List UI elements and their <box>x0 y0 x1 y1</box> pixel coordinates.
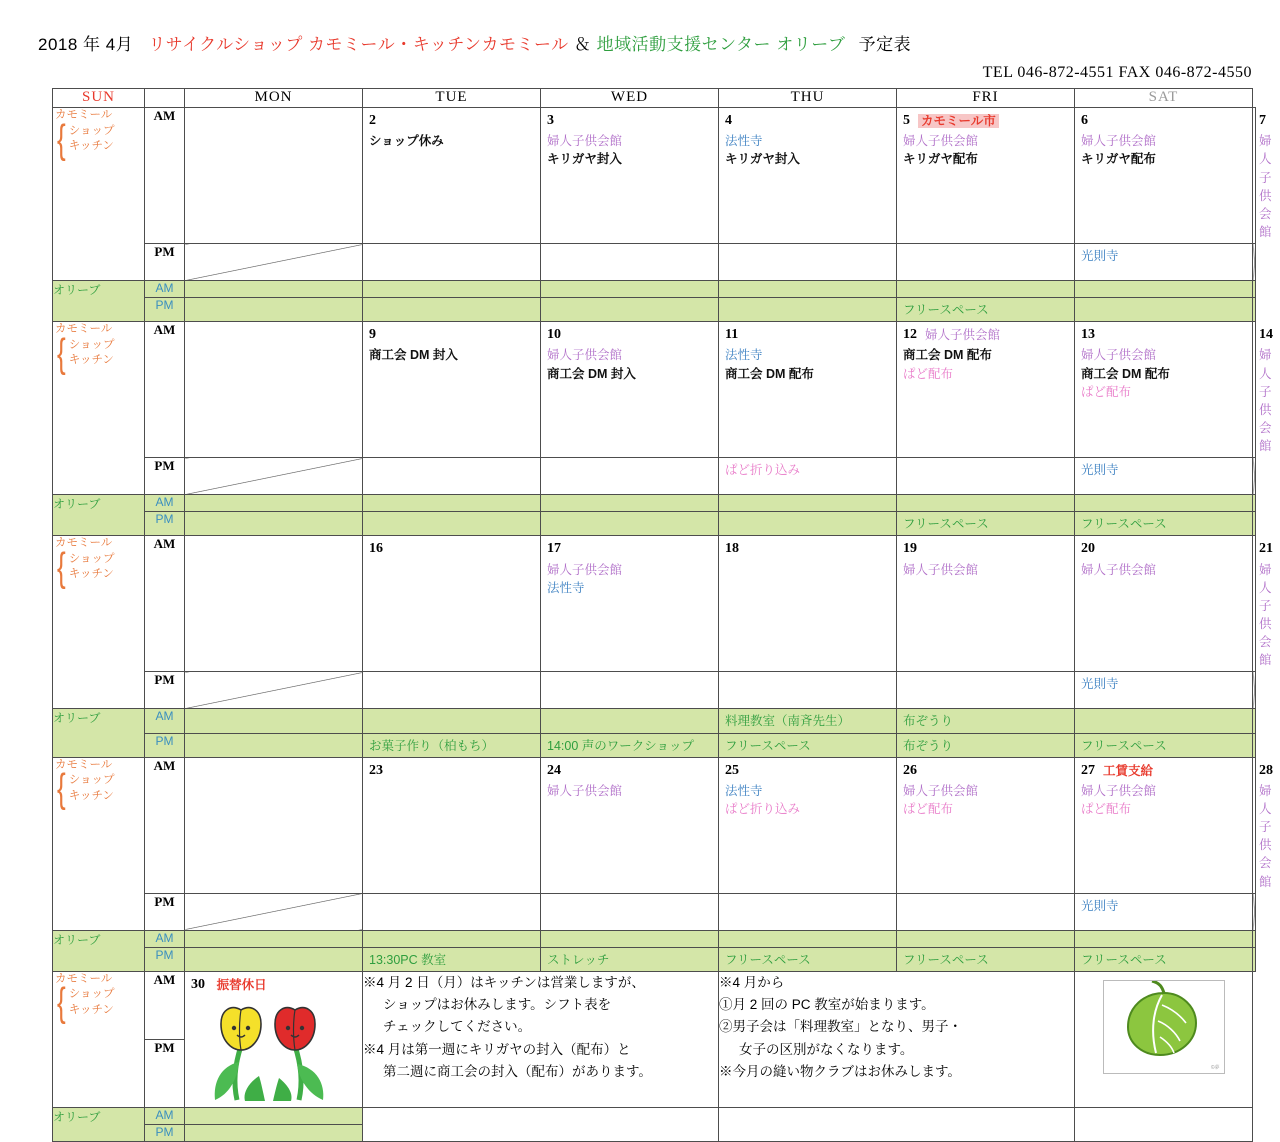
day-cell-pm[interactable] <box>897 672 1075 709</box>
day-cell[interactable] <box>897 536 1075 672</box>
event-text: 婦人子供会館 <box>547 562 623 577</box>
olive-ampm-pm-2: PM <box>145 733 185 757</box>
day-cell-pm[interactable] <box>897 893 1075 930</box>
day-badge: カモミール市 <box>918 114 999 128</box>
day-number: 10 <box>547 327 561 343</box>
dow-sun: SUN <box>53 89 145 108</box>
day-number: 14 <box>1259 327 1273 343</box>
ampm-pm-last: PM <box>145 1039 185 1107</box>
event-text: フリースペース <box>1081 517 1167 532</box>
event-text: 婦人子供会館 <box>1081 348 1157 363</box>
ampm-pm-3: PM <box>145 893 185 930</box>
event-text: ストレッチ <box>547 952 610 967</box>
olive-cell-am[interactable] <box>1253 281 1256 298</box>
label-kamomile-line3: キッチン <box>68 140 114 153</box>
day-cell[interactable] <box>185 108 363 244</box>
olive-ampm-pm-3: PM <box>145 947 185 971</box>
day-cell[interactable] <box>363 757 541 893</box>
day-cell-pm[interactable] <box>541 458 719 495</box>
event-text: ショップ休み <box>369 134 444 149</box>
olive-cell-am[interactable] <box>719 281 897 298</box>
event-text: 布ぞうり <box>903 738 954 753</box>
label-kamomile-line1: カモミール <box>55 758 113 771</box>
dow-blank <box>145 89 185 108</box>
title-shop-name: リサイクルショップ カモミール・キッチンカモミール <box>148 35 569 54</box>
label-kamomile-line1: カモミール <box>55 537 113 550</box>
day-number: 27 <box>1081 762 1095 778</box>
label-olive-0: オリーブ <box>53 281 145 322</box>
label-kamomile-line1: カモミール <box>55 109 113 121</box>
event-text: 光則寺 <box>1081 898 1119 913</box>
label-kamomile-line3: キッチン <box>68 1003 114 1016</box>
ampm-am-last: AM <box>145 971 185 1039</box>
day-number: 9 <box>369 327 376 343</box>
event-text: 婦人子供会館 <box>1081 134 1157 149</box>
olive-cell-am[interactable] <box>363 709 541 733</box>
day-cell[interactable]: 28 婦人子供会館 <box>1253 757 1256 893</box>
day-cell-pm[interactable] <box>897 244 1075 281</box>
week-3-olive-am-row <box>53 930 1256 947</box>
olive-cell-pm[interactable] <box>1075 947 1253 971</box>
day-cell-pm[interactable] <box>185 893 363 930</box>
day-cell-pm[interactable] <box>1075 893 1253 930</box>
day-number: 21 <box>1259 541 1273 557</box>
olive-ampm-am-last: AM <box>145 1108 185 1125</box>
event-text: フリースペース <box>903 517 989 532</box>
day-cell[interactable] <box>719 757 897 893</box>
day-number: 28 <box>1259 762 1273 778</box>
label-kamomile-1 <box>53 322 145 495</box>
ampm-am-2: AM <box>145 536 185 672</box>
note-left-2: ショップはお休みします。シフト表を <box>383 997 612 1013</box>
event-text: キリガヤ配布 <box>1081 152 1156 167</box>
event-text: ぱど折り込み <box>725 463 801 478</box>
last-day-cell <box>185 971 363 1107</box>
olive-cell-pm[interactable] <box>719 733 897 757</box>
ampm-pm-0: PM <box>145 244 185 281</box>
olive-ampm-pm-1: PM <box>145 512 185 536</box>
olive-cell-pm[interactable] <box>1253 512 1256 536</box>
day-cell-pm[interactable] <box>363 458 541 495</box>
day-cell-pm[interactable] <box>719 458 897 495</box>
label-kamomile-3 <box>53 757 145 930</box>
day-number: 6 <box>1081 113 1088 128</box>
day-inline-note: 工賃支給 <box>1103 763 1154 778</box>
olive-cell-pm[interactable] <box>363 947 541 971</box>
event-text: 法性寺 <box>725 783 763 798</box>
day-cell[interactable]: 21 婦人子供会館 <box>1253 536 1256 672</box>
event-text: 商工会 DM 配布 <box>725 366 814 381</box>
olive-ampm-am-0: AM <box>145 281 185 298</box>
olive-cell-am[interactable] <box>719 495 897 512</box>
event-text: キリガヤ封入 <box>725 152 800 167</box>
week-1-olive-am-row <box>53 495 1256 512</box>
last-week-olive-am-row <box>53 1108 1256 1125</box>
day-number: 12 <box>903 327 917 343</box>
week-3-olive-pm-row <box>53 947 1256 971</box>
day-cell[interactable] <box>719 322 897 458</box>
calendar-table <box>52 88 1273 1142</box>
day-number: 19 <box>903 541 917 557</box>
leaf-cell <box>1075 971 1253 1107</box>
day-cell-pm[interactable] <box>719 244 897 281</box>
olive-cell-pm[interactable] <box>719 947 897 971</box>
label-olive-3: オリーブ <box>53 930 145 971</box>
event-text: 14:00 声のワークショップ <box>547 738 695 753</box>
day-number: 20 <box>1081 541 1095 557</box>
week-0-olive-am-row <box>53 281 1256 298</box>
day-cell-pm[interactable] <box>541 672 719 709</box>
day-number-30: 30 <box>191 976 205 992</box>
day-cell-pm[interactable] <box>363 672 541 709</box>
week-2-olive-am-row <box>53 709 1256 733</box>
day-cell-pm[interactable] <box>1075 244 1253 281</box>
event-text: フリースペース <box>1081 952 1167 967</box>
day-cell[interactable] <box>541 322 719 458</box>
olive-cell-am[interactable] <box>1253 930 1256 947</box>
label-kamomile-0 <box>53 108 145 281</box>
day-cell[interactable] <box>1075 536 1253 672</box>
day-cell-pm[interactable] <box>1253 244 1256 281</box>
olive-cell-pm[interactable] <box>897 298 1075 322</box>
brace-icon: { <box>57 978 66 1026</box>
note-right-4: 女子の区別がなくなります。 <box>739 1041 914 1057</box>
olive-ampm-am-3: AM <box>145 930 185 947</box>
day-cell-pm[interactable] <box>541 893 719 930</box>
event-text: キリガヤ封入 <box>547 152 622 167</box>
week-2-kamomile-am-row <box>53 536 1256 672</box>
day-cell-pm[interactable] <box>185 458 363 495</box>
day-cell-pm[interactable] <box>185 244 363 281</box>
olive-ampm-pm-last: PM <box>145 1125 185 1142</box>
label-kamomile-line3: キッチン <box>68 789 114 802</box>
event-text: 商工会 DM 配布 <box>903 348 992 363</box>
note-left-1: ※4 月 2 日（月）はキッチンは営業しますが、 <box>363 974 645 990</box>
title-schedule-word: 予定表 <box>858 35 912 54</box>
label-kamomile-line1: カモミール <box>55 323 113 336</box>
day-cell[interactable] <box>363 536 541 672</box>
label-kamomile-line1: カモミール <box>55 972 113 985</box>
olive-cell-pm[interactable] <box>185 733 363 757</box>
day-cell[interactable] <box>541 536 719 672</box>
note-left-3: チェックしてください。 <box>383 1019 532 1035</box>
event-text: 婦人子供会館 <box>547 134 623 149</box>
olive-cell-pm[interactable] <box>185 512 363 536</box>
note-right-5: ※今月の縫い物クラブはお休みします。 <box>719 1063 961 1079</box>
day-number: 24 <box>547 762 561 778</box>
event-text: 婦人子供会館 <box>547 348 623 363</box>
brace-icon: { <box>57 329 66 376</box>
day-cell[interactable] <box>541 757 719 893</box>
ampm-am-1: AM <box>145 322 185 458</box>
event-text: 光則寺 <box>1081 677 1119 692</box>
olive-leaf-illustration <box>1103 980 1225 1074</box>
olive-cell-am[interactable] <box>897 709 1075 733</box>
event-text: 光則寺 <box>1081 463 1119 478</box>
title-year-month: 2018 年 4月 <box>38 35 134 54</box>
day-number: 25 <box>725 762 739 778</box>
olive-cell-pm[interactable] <box>897 947 1075 971</box>
day-cell[interactable] <box>1075 322 1253 458</box>
event-text: 商工会 DM 配布 <box>1081 366 1170 381</box>
event-text: フリースペース <box>903 303 989 318</box>
day-cell[interactable] <box>185 757 363 893</box>
olive-last-notes-right-spacer <box>719 1108 1075 1142</box>
note-right-3: ②男子会は「料理教室」となり、男子・ <box>719 1019 962 1035</box>
week-0-olive-pm-row <box>53 298 1256 322</box>
olive-last-pm-cell <box>185 1125 363 1142</box>
day-cell-pm[interactable] <box>541 244 719 281</box>
olive-cell-am[interactable] <box>185 281 363 298</box>
olive-cell-pm[interactable] <box>541 733 719 757</box>
day-inline-note: 婦人子供会館 <box>925 328 1001 343</box>
olive-cell-am[interactable] <box>541 495 719 512</box>
olive-cell-pm[interactable] <box>541 298 719 322</box>
olive-cell-pm[interactable] <box>719 512 897 536</box>
olive-ampm-pm-0: PM <box>145 298 185 322</box>
day-number: 5 <box>903 113 910 128</box>
olive-cell-am[interactable] <box>363 281 541 298</box>
day-number: 4 <box>725 113 732 128</box>
day-number: 17 <box>547 541 561 557</box>
event-text: 婦人子供会館 <box>903 783 979 798</box>
day-number: 11 <box>725 327 739 343</box>
olive-cell-pm[interactable] <box>363 733 541 757</box>
day-cell[interactable] <box>1075 108 1253 244</box>
event-text: フリースペース <box>1081 738 1167 753</box>
olive-last-notes-left-spacer <box>363 1108 719 1142</box>
olive-cell-am[interactable] <box>897 495 1075 512</box>
event-text: ぱど配布 <box>1081 802 1132 817</box>
day-cell-pm[interactable] <box>1075 672 1253 709</box>
brace-icon: { <box>57 764 66 812</box>
day-cell-pm[interactable] <box>1253 458 1256 495</box>
label-kamomile-line2: ショップ <box>68 338 115 351</box>
olive-cell-pm[interactable] <box>719 298 897 322</box>
event-text: 婦人子供会館 <box>903 562 979 577</box>
day-cell[interactable] <box>363 108 541 244</box>
event-text: 光則寺 <box>1081 249 1119 264</box>
event-text: 法性寺 <box>725 348 763 363</box>
note-left-5: 第二週に商工会の封入（配布）があります。 <box>383 1063 652 1079</box>
olive-last-leaf-spacer <box>1075 1108 1253 1142</box>
olive-cell-am[interactable] <box>897 281 1075 298</box>
label-kamomile-last <box>53 971 145 1107</box>
event-text: 法性寺 <box>725 134 763 149</box>
day-cell-pm[interactable] <box>719 672 897 709</box>
day-cell[interactable] <box>185 536 363 672</box>
dow-wed: WED <box>541 89 719 108</box>
header-row <box>53 89 1256 108</box>
olive-cell-am[interactable] <box>897 930 1075 947</box>
olive-cell-pm[interactable] <box>1075 512 1253 536</box>
olive-cell-pm[interactable] <box>363 512 541 536</box>
day-cell[interactable] <box>1075 757 1253 893</box>
olive-cell-pm[interactable] <box>185 947 363 971</box>
day-cell-pm[interactable] <box>363 893 541 930</box>
olive-cell-am[interactable] <box>1075 495 1253 512</box>
olive-cell-pm[interactable] <box>1253 733 1256 757</box>
olive-cell-pm[interactable] <box>363 298 541 322</box>
olive-ampm-am-1: AM <box>145 495 185 512</box>
label-kamomile-line3: キッチン <box>68 354 114 367</box>
day-cell[interactable] <box>897 757 1075 893</box>
week-0-kamomile-pm-row <box>53 244 1256 281</box>
olive-cell-am[interactable] <box>719 709 897 733</box>
brace-icon: { <box>57 543 66 590</box>
day-cell[interactable] <box>719 108 897 244</box>
olive-cell-pm[interactable] <box>897 733 1075 757</box>
notes-right <box>719 971 1075 1107</box>
event-text: 料理教室（南斉先生） <box>725 714 851 729</box>
day-cell-pm[interactable] <box>1253 672 1256 709</box>
week-0-kamomile-am-row <box>53 108 1256 244</box>
day-cell-pm[interactable] <box>897 458 1075 495</box>
event-text: フリースペース <box>725 738 811 753</box>
day-cell[interactable] <box>185 322 363 458</box>
label-kamomile-line2: ショップ <box>68 124 115 137</box>
title-ampersand: ＆ <box>573 35 592 54</box>
event-text: 法性寺 <box>547 580 585 595</box>
day-number: 7 <box>1259 113 1266 128</box>
day-number: 23 <box>369 762 383 778</box>
dow-sat: SAT <box>1075 89 1253 108</box>
olive-cell-pm[interactable] <box>1075 298 1253 322</box>
last-week-kamomile-am-row <box>53 971 1256 1039</box>
day-cell[interactable]: 7 婦人子供会館 <box>1253 108 1256 244</box>
day-cell[interactable] <box>897 322 1075 458</box>
note-right-1: ※4 月から <box>719 974 785 990</box>
olive-cell-am[interactable] <box>185 930 363 947</box>
label-kamomile-line2: ショップ <box>68 552 115 565</box>
olive-last-am-cell <box>185 1108 363 1125</box>
event-text: ぱど配布 <box>1081 384 1132 399</box>
notes-left <box>363 971 719 1107</box>
olive-cell-pm[interactable] <box>541 512 719 536</box>
event-text: 婦人子供会館 <box>1081 562 1157 577</box>
week-2-kamomile-pm-row <box>53 672 1256 709</box>
label-kamomile-2 <box>53 536 145 709</box>
week-1-kamomile-pm-row <box>53 458 1256 495</box>
olive-cell-am[interactable] <box>1075 281 1253 298</box>
dow-fri: FRI <box>897 89 1075 108</box>
event-text: 婦人子供会館 <box>903 134 979 149</box>
olive-cell-am[interactable] <box>719 930 897 947</box>
image-credit: ©夢 <box>1210 1064 1220 1071</box>
olive-cell-pm[interactable] <box>897 512 1075 536</box>
tulip-illustration <box>199 1002 349 1107</box>
label-olive-last: オリーブ <box>53 1108 145 1142</box>
dow-tue: TUE <box>363 89 541 108</box>
day-number: 26 <box>903 762 917 778</box>
day-cell[interactable] <box>363 322 541 458</box>
label-kamomile-line2: ショップ <box>68 988 115 1001</box>
ampm-am-0: AM <box>145 108 185 244</box>
event-text: キリガヤ配布 <box>903 152 978 167</box>
day-cell-pm[interactable] <box>1253 893 1256 930</box>
day-cell[interactable] <box>897 108 1075 244</box>
day-number: 3 <box>547 113 554 128</box>
event-text: 布ぞうり <box>903 714 954 729</box>
ampm-pm-2: PM <box>145 672 185 709</box>
day-cell[interactable] <box>541 108 719 244</box>
day-cell[interactable] <box>719 536 897 672</box>
olive-cell-pm[interactable] <box>1253 947 1256 971</box>
label-kamomile-line3: キッチン <box>68 568 114 581</box>
event-text: フリースペース <box>903 952 989 967</box>
olive-cell-am[interactable] <box>363 930 541 947</box>
event-text: 商工会 DM 封入 <box>547 366 636 381</box>
title-olive-name: 地域活動支援センター オリーブ <box>596 35 846 54</box>
ampm-pm-1: PM <box>145 458 185 495</box>
contact-info: TEL 046-872-4551 FAX 046-872-4550 <box>982 64 1252 81</box>
olive-cell-am[interactable] <box>541 281 719 298</box>
day-cell-pm[interactable] <box>1075 458 1253 495</box>
olive-cell-pm[interactable] <box>1075 733 1253 757</box>
label-kamomile-line2: ショップ <box>68 774 115 787</box>
day-cell[interactable]: 14 婦人子供会館 <box>1253 322 1256 458</box>
note-right-2: ①月 2 回の PC 教室が始まります。 <box>719 997 935 1013</box>
day-cell-pm[interactable] <box>185 672 363 709</box>
ampm-am-3: AM <box>145 757 185 893</box>
week-1-olive-pm-row <box>53 512 1256 536</box>
olive-ampm-am-2: AM <box>145 709 185 733</box>
brace-icon: { <box>57 115 66 162</box>
week-3-kamomile-pm-row <box>53 893 1256 930</box>
event-text: お菓子作り（柏もち） <box>369 738 495 753</box>
event-text: 商工会 DM 封入 <box>369 348 458 363</box>
olive-cell-am[interactable] <box>1075 709 1253 733</box>
note-left-4: ※4 月は第一週にキリガヤの封入（配布）と <box>363 1041 631 1057</box>
day-number: 18 <box>725 541 739 557</box>
label-olive-2: オリーブ <box>53 709 145 757</box>
event-text: 13:30PC 教室 <box>369 952 447 967</box>
olive-cell-am[interactable] <box>185 495 363 512</box>
olive-cell-am[interactable] <box>541 930 719 947</box>
olive-cell-am[interactable] <box>363 495 541 512</box>
page-title <box>38 30 911 55</box>
olive-cell-am[interactable] <box>1075 930 1253 947</box>
day-number: 13 <box>1081 327 1095 343</box>
week-2-olive-pm-row <box>53 733 1256 757</box>
day-cell-pm[interactable] <box>719 893 897 930</box>
week-3-kamomile-am-row <box>53 757 1256 893</box>
olive-cell-pm[interactable] <box>185 298 363 322</box>
event-text: ぱど配布 <box>903 366 954 381</box>
olive-cell-am[interactable] <box>541 709 719 733</box>
olive-cell-am[interactable] <box>1253 709 1256 733</box>
day-number: 16 <box>369 541 383 557</box>
event-text: 婦人子供会館 <box>1081 783 1157 798</box>
dow-thu: THU <box>719 89 897 108</box>
olive-cell-am[interactable] <box>185 709 363 733</box>
week-1-kamomile-am-row <box>53 322 1256 458</box>
label-olive-1: オリーブ <box>53 495 145 536</box>
olive-cell-pm[interactable] <box>541 947 719 971</box>
olive-cell-am[interactable] <box>1253 495 1256 512</box>
day-number: 2 <box>369 113 376 128</box>
day-cell-pm[interactable] <box>363 244 541 281</box>
dow-mon: MON <box>185 89 363 108</box>
event-text: フリースペース <box>725 952 811 967</box>
olive-cell-pm[interactable] <box>1253 298 1256 322</box>
event-text: ぱど配布 <box>903 802 954 817</box>
day-30-note: 振替休日 <box>216 977 267 992</box>
event-text: 婦人子供会館 <box>547 783 623 798</box>
event-text: ぱど折り込み <box>725 802 801 817</box>
